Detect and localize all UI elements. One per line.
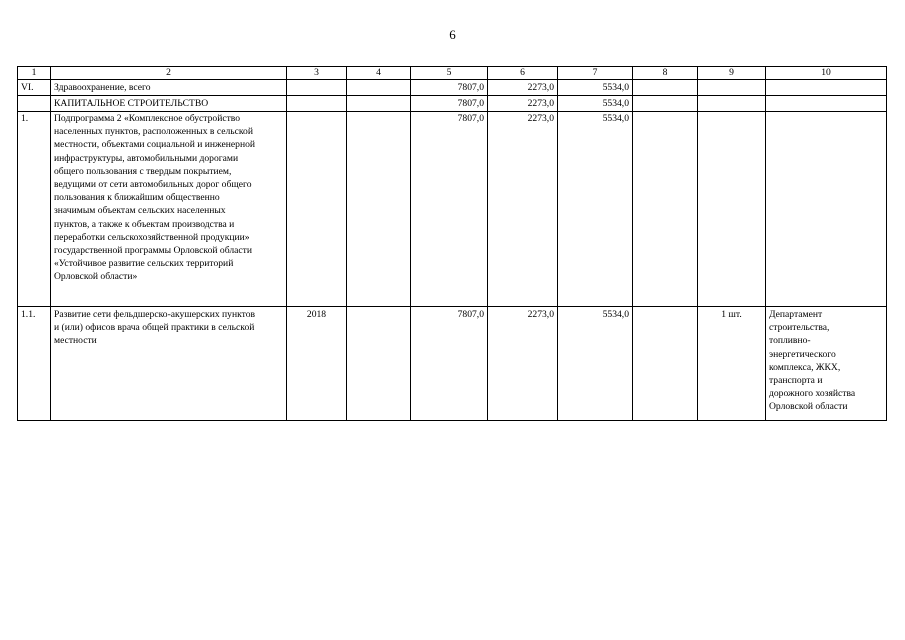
row-description: КАПИТАЛЬНОЕ СТРОИТЕЛЬСТВО xyxy=(51,96,287,112)
column-header: 7 xyxy=(558,67,633,80)
description-line: пользования к ближайшим общественно xyxy=(54,192,220,204)
description-line: ведущими от сети автомобильных дорог общего xyxy=(54,179,252,191)
column-header: 4 xyxy=(347,67,411,80)
cell-responsible xyxy=(766,80,887,96)
responsible-line: Департамент xyxy=(769,309,823,320)
responsible-line: энергетического xyxy=(769,348,836,360)
responsible-line: транспорта и xyxy=(769,375,823,387)
cell-col6: 2273,0 xyxy=(488,96,558,112)
responsible-line: дорожного хозяйства xyxy=(769,388,856,400)
cell-year xyxy=(287,112,347,307)
description-line: «Устойчивое развитие сельских территорий xyxy=(54,258,234,270)
description-line: переработки сельскохозяйственной продукции» xyxy=(54,231,250,243)
column-header: 10 xyxy=(766,67,887,80)
cell-year xyxy=(287,80,347,96)
row-number: 1. xyxy=(18,112,51,307)
description-line: общего пользования с твердым покрытием, xyxy=(54,165,232,177)
row-description xyxy=(51,112,287,307)
cell-quantity xyxy=(698,96,766,112)
cell-col4 xyxy=(347,96,411,112)
cell-quantity xyxy=(698,112,766,307)
description-line: Подпрограмма 2 «Комплексное обустройство xyxy=(54,113,241,124)
cell-col7: 5534,0 xyxy=(558,96,633,112)
cell-quantity: 1 шт. xyxy=(698,307,766,421)
description-line: населенных пунктов, расположенных в сельской xyxy=(54,126,253,138)
table-row xyxy=(18,96,887,112)
cell-col7: 5534,0 xyxy=(558,112,633,307)
cell-col4 xyxy=(347,112,411,307)
cell-col8 xyxy=(633,307,698,421)
row-number: VI. xyxy=(18,80,51,96)
cell-col6: 2273,0 xyxy=(488,112,558,307)
column-header: 5 xyxy=(411,67,488,80)
cell-col8 xyxy=(633,80,698,96)
description-line: Развитие сети фельдшерско-акушерских пунктов xyxy=(54,309,256,320)
row-number xyxy=(18,96,51,112)
column-header: 2 xyxy=(51,67,287,80)
cell-col6: 2273,0 xyxy=(488,307,558,421)
column-header: 1 xyxy=(18,67,51,80)
description-line: государственной программы Орловской области xyxy=(54,245,252,257)
budget-table xyxy=(17,66,887,421)
cell-col4 xyxy=(347,307,411,421)
cell-responsible xyxy=(766,307,887,421)
cell-total: 7807,0 xyxy=(411,307,488,421)
cell-col7: 5534,0 xyxy=(558,80,633,96)
cell-col8 xyxy=(633,96,698,112)
cell-responsible xyxy=(766,96,887,112)
column-header: 9 xyxy=(698,67,766,80)
description-line: местности, объектами социальной и инженерной xyxy=(54,139,256,151)
table-header-row xyxy=(18,67,887,80)
column-header: 3 xyxy=(287,67,347,80)
table-row xyxy=(18,80,887,96)
cell-total: 7807,0 xyxy=(411,96,488,112)
description-line: пунктов, а также к объектам производства и xyxy=(54,218,235,230)
cell-responsible xyxy=(766,112,887,307)
description-line: и (или) офисов врача общей практики в сельской xyxy=(54,322,255,334)
responsible-line: топливно- xyxy=(769,335,811,347)
row-number: 1.1. xyxy=(18,307,51,421)
cell-col6: 2273,0 xyxy=(488,80,558,96)
cell-total: 7807,0 xyxy=(411,80,488,96)
cell-total: 7807,0 xyxy=(411,112,488,307)
row-description xyxy=(51,307,287,421)
responsible-line: комплекса, ЖКХ, xyxy=(769,361,841,373)
page-number: 6 xyxy=(449,27,456,42)
row-description: Здравоохранение, всего xyxy=(51,80,287,96)
cell-year xyxy=(287,96,347,112)
description-line: Орловской области» xyxy=(54,271,138,283)
responsible-line: Орловской области xyxy=(769,401,848,413)
table-row xyxy=(18,307,887,421)
column-header: 8 xyxy=(633,67,698,80)
cell-year: 2018 xyxy=(287,307,347,421)
table-row xyxy=(18,112,887,307)
description-line: значимым объектам сельских населенных xyxy=(54,205,226,217)
description-line: местности xyxy=(54,335,97,347)
cell-col4 xyxy=(347,80,411,96)
description-line: инфраструктуры, автомобильными дорогами xyxy=(54,152,239,164)
responsible-line: строительства, xyxy=(769,322,830,334)
column-header: 6 xyxy=(488,67,558,80)
cell-col8 xyxy=(633,112,698,307)
cell-quantity xyxy=(698,80,766,96)
cell-col7: 5534,0 xyxy=(558,307,633,421)
